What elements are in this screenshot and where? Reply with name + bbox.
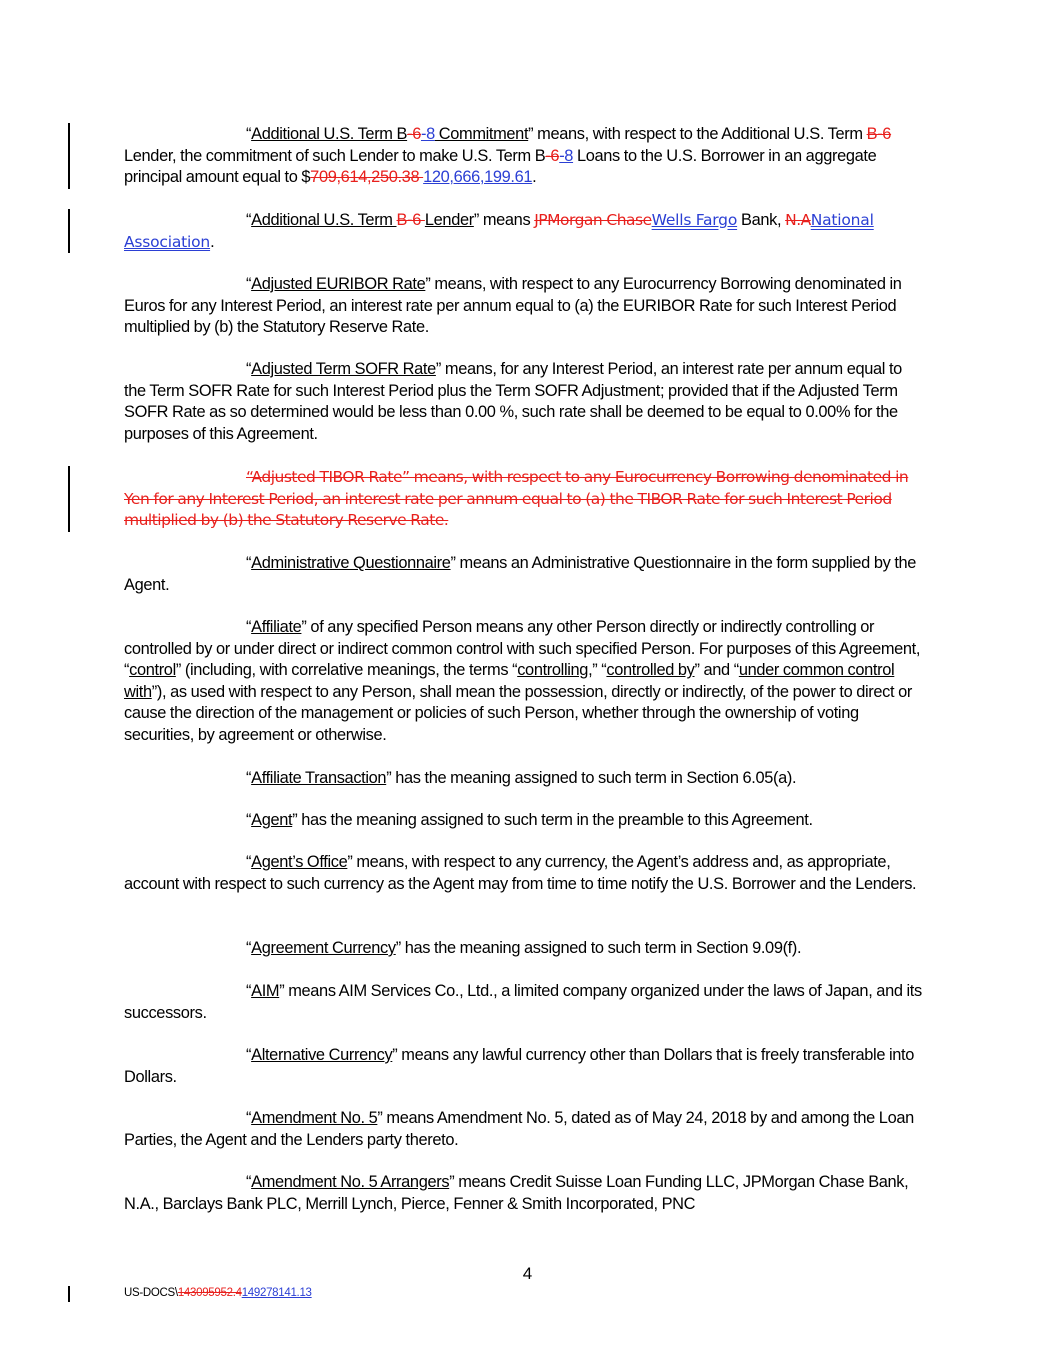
footer-inserted-id: 149278141.13 — [241, 1287, 312, 1299]
text-segment: “ — [246, 769, 252, 787]
text-segment: JPMorgan Chase — [534, 211, 652, 229]
text-segment: “ — [246, 811, 252, 829]
text-segment: “ — [246, 211, 252, 229]
text-segment: ” means Amendment No. 5, dated as of May 24, 2018 by and among the Loan Parties, the Agent and the Lenders party thereto. — [124, 1109, 914, 1149]
text-segment: B-6 — [866, 125, 892, 143]
text-segment: “ — [246, 982, 252, 1000]
definition-adjusted-euribor-rate — [124, 274, 924, 339]
text-segment: Loans to the U.S. Borrower in an aggregate principal amount equal to $ — [124, 146, 877, 187]
definition-amendment-no-5 — [124, 1108, 924, 1151]
text-segment: Amendment No. 5 Arrangers — [251, 1173, 450, 1191]
text-segment: ” means Credit Suisse Loan Funding LLC, JPMorgan Chase Bank, N.A., Barclays Bank PLC, Merrill Lynch, Pierce, Fenner & Smith Incorporated, PNC — [124, 1173, 909, 1213]
text-segment: -8 — [420, 125, 435, 143]
text-segment: Amendment No. 5 — [251, 1109, 378, 1127]
text-segment: under common control with — [124, 661, 895, 701]
text-segment: ” means, for any Interest Period, an interest rate per annum equal to the Term SOFR Rate for such Interest Period plus the Term SOFR Adjustment; provided that if the Adjusted Term SOFR Rate as so determined would be less than 0.00 %, such rate shall be deemed to be equal to 0.00% for the purposes of this Agreement. — [124, 360, 902, 443]
text-segment: “ — [246, 1046, 252, 1064]
text-segment: “ — [246, 1109, 252, 1127]
text-segment: control — [129, 661, 176, 680]
text-segment: AIM — [251, 982, 280, 1000]
definition-affiliate-transaction — [124, 768, 924, 790]
text-segment: National Association — [124, 211, 874, 251]
text-segment: -6 — [407, 125, 421, 143]
text-segment: ” means any lawful currency other than Dollars that is freely transferable into Dollars. — [124, 1046, 915, 1086]
definition-administrative-questionnaire — [124, 553, 924, 596]
text-segment: ” means, with respect to the Additional U.S. Term — [528, 125, 867, 143]
definition-adjusted-tibor-rate-deleted — [124, 467, 924, 532]
definition-agents-office — [124, 852, 924, 895]
text-segment: Additional U.S. Term B — [251, 125, 408, 143]
text-segment: ,” “ — [588, 661, 607, 680]
text-segment: ”), as used with respect to any Person, shall mean the possession, directly or indirectly, of the power to direct or cause the direction of the management or policies of such Person, whether through the ownership of voting securities, by agreement or otherwise. — [124, 682, 913, 744]
text-segment: ” has the meaning assigned to such term in Section 9.09(f). — [395, 939, 802, 957]
text-segment: “ — [246, 275, 252, 293]
text-segment: Additional U.S. Term — [251, 211, 397, 229]
change-bar — [68, 209, 70, 253]
text-segment: Lender — [424, 211, 474, 229]
definition-adjusted-term-sofr-rate — [124, 359, 924, 445]
text-segment: ” has the meaning assigned to such term in the preamble to this Agreement. — [292, 811, 813, 829]
text-segment: “ — [246, 939, 252, 957]
change-bar — [68, 466, 70, 532]
text-segment: Adjusted Term SOFR Rate — [251, 360, 436, 378]
text-segment: Lender, the commitment of such Lender to make U.S. Term B — [124, 146, 546, 165]
text-segment: ” means, with respect to any Eurocurrency Borrowing denominated in Euros for any Interest Period, an interest rate per annum equal to (a) the EURIBOR Rate for such Interest Period multiplied by (b) the Statutory Reserve Rate. — [124, 275, 902, 337]
text-segment: Affiliate Transaction — [251, 769, 387, 787]
text-segment: Affiliate — [251, 618, 302, 636]
definition-additional-us-term-lender — [124, 210, 924, 253]
text-segment: Administrative Questionnaire — [251, 554, 451, 572]
text-segment: N.A — [785, 211, 811, 229]
text-segment: Agent — [251, 811, 293, 829]
text-segment: “ — [246, 853, 252, 871]
footer-deleted-id: 143095952.4 — [177, 1287, 242, 1299]
page-number: 4 — [522, 1264, 533, 1283]
text-segment: ” has the meaning assigned to such term in Section 6.05(a). — [386, 769, 797, 787]
text-segment: “ — [246, 554, 252, 572]
text-segment: . — [210, 232, 215, 251]
text-segment: -8 — [559, 146, 574, 165]
text-segment: “ — [246, 618, 252, 636]
text-segment: controlled by — [606, 661, 695, 680]
change-bar — [68, 123, 70, 189]
text-segment: -6 — [545, 146, 560, 165]
change-bar — [68, 1286, 70, 1302]
text-segment: Commitment — [434, 125, 529, 143]
text-segment: Wells Fargo — [651, 211, 738, 229]
text-segment: Agent’s Office — [251, 853, 348, 871]
definition-amendment-no-5-arrangers — [124, 1172, 924, 1215]
text-segment: Adjusted EURIBOR Rate — [251, 275, 426, 293]
text-segment: ” means, with respect to any currency, the Agent’s address and, as appropriate, account with respect to such currency as the Agent may from time to time notify the U.S. Borrower and the Lenders. — [124, 853, 917, 893]
definition-affiliate — [124, 617, 924, 747]
document-id-footer — [124, 1287, 312, 1299]
text-segment: ” means — [473, 211, 535, 229]
text-segment: . — [532, 168, 537, 187]
text-segment: ” of any specified Person means any other Person directly or indirectly controlling or controlled by or under direct or indirect common control with such specified Person. For purposes of this Agreement, “ — [124, 618, 921, 680]
text-segment: ” and “ — [694, 661, 739, 680]
text-segment: ” (including, with correlative meanings, the terms “ — [175, 661, 518, 680]
definition-agent — [124, 810, 924, 832]
text-segment: Bank, — [737, 211, 786, 229]
text-segment: 120,666,199.61 — [423, 168, 533, 187]
text-segment: ” means AIM Services Co., Ltd., a limited company organized under the laws of Japan, and its successors. — [124, 982, 922, 1022]
text-segment: “Adjusted TIBOR Rate” means, with respect to any Eurocurrency Borrowing denominated in Yen for any Interest Period, an interest rate per annum equal to (a) the TIBOR Rate for such Interest Period multiplied by (b) the Statutory Reserve Rate. — [124, 468, 909, 530]
text-segment: “ — [246, 360, 252, 378]
text-segment: ” means an Administrative Questionnaire in the form supplied by the Agent. — [124, 554, 917, 594]
text-segment: “ — [246, 125, 252, 143]
text-segment: B-6 — [396, 211, 425, 229]
text-segment: Agreement Currency — [251, 939, 396, 957]
definition-aim — [124, 981, 924, 1024]
text-segment: controlling — [517, 661, 589, 680]
footer-prefix: US-DOCS\ — [124, 1287, 178, 1299]
definition-additional-us-term-commitment — [124, 124, 924, 189]
definition-alternative-currency — [124, 1045, 924, 1088]
text-segment: “ — [246, 1173, 252, 1191]
text-segment: Alternative Currency — [251, 1046, 393, 1064]
definition-agreement-currency — [124, 938, 924, 960]
text-segment: 709,614,250.38 — [310, 168, 424, 187]
